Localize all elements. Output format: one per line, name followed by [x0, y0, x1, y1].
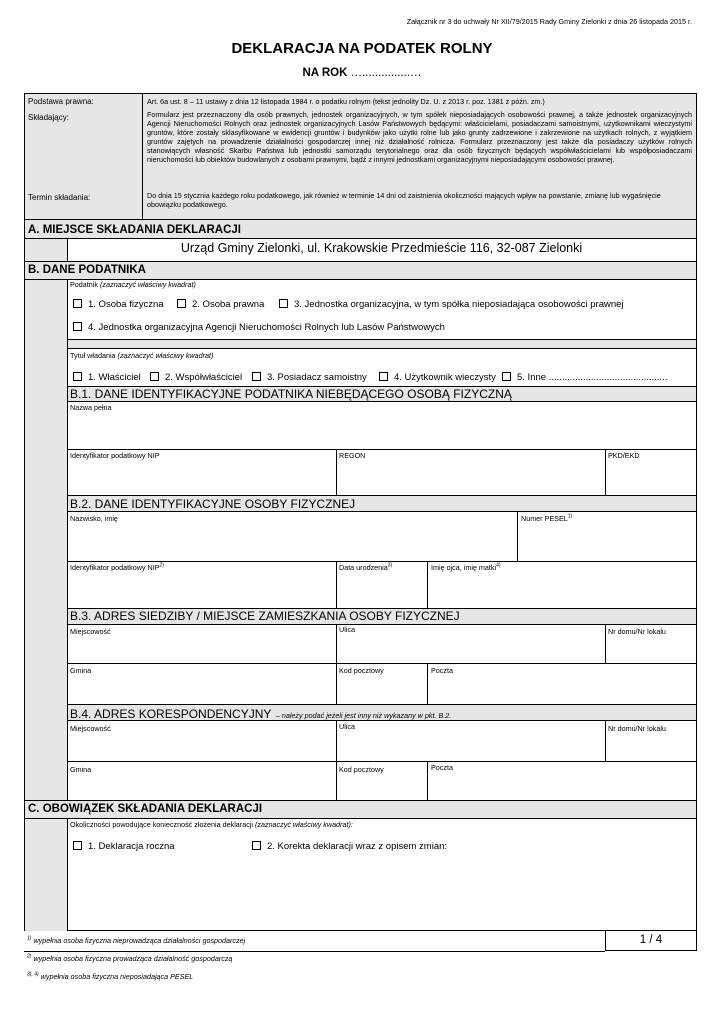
b4-row2-line — [68, 761, 696, 762]
option-label: 5. Inne ............................................. — [517, 372, 668, 383]
pesel-label-line — [521, 514, 572, 523]
checkbox[interactable] — [73, 322, 82, 331]
taxpayer-label: Podatnik — [70, 280, 98, 289]
footnote-text: wypełnia osoba fizyczna prowadząca działalność gospodarczą — [33, 954, 233, 963]
b4-postcode-label: Kod pocztowy — [339, 765, 384, 774]
b4-heading-note: – należy podać jeżeli jest inny niż wykazany w pkt. B.2. — [275, 711, 452, 720]
b3-postcode-field[interactable] — [337, 676, 426, 703]
year-line — [0, 67, 724, 79]
pesel-note: 1) — [567, 513, 573, 520]
page-number: 1 / 4 — [605, 931, 697, 951]
option-label: 2. Korekta deklaracji wraz z opisem zmian: — [267, 841, 448, 852]
b3-commune-label: Gmina — [70, 666, 92, 675]
taxpayer-option-3[interactable] — [279, 299, 624, 310]
pkd-field[interactable] — [606, 460, 696, 494]
pesel-label: Numer PESEL — [521, 514, 568, 523]
option-label: 3. Jednostka organizacyjna, w tym spółka nieposiadająca osobowości prawnej — [294, 299, 624, 310]
ownership-option-1[interactable] — [73, 372, 141, 383]
b3-town-field[interactable] — [68, 636, 335, 662]
circumstances-label-line — [70, 820, 353, 829]
taxpayer-option-4[interactable] — [73, 322, 445, 333]
section-c-line — [25, 818, 696, 819]
b3-heading: B.3. ADRES SIEDZIBY / MIEJSCE ZAMIESZKANIA OSOBY FIZYCZNEJ — [70, 609, 460, 623]
checkbox[interactable] — [73, 841, 82, 850]
b4-post-label: Poczta — [431, 763, 453, 772]
full-name-label: Nazwa pełna — [70, 403, 112, 412]
checkbox[interactable] — [502, 372, 511, 381]
checkbox[interactable] — [379, 372, 388, 381]
b3-post-label: Poczta — [431, 666, 453, 675]
b3-row2-line — [68, 663, 696, 664]
pesel-field[interactable] — [518, 524, 696, 560]
year-label: NA ROK — [302, 67, 348, 79]
b3-street-field[interactable] — [337, 636, 604, 662]
b1-nip-label: Identyfikator podatkowy NIP — [70, 451, 160, 460]
b4-heading: B.4. ADRES KORESPONDENCYJNY — [70, 707, 272, 721]
full-name-field[interactable] — [68, 412, 696, 449]
deadline-label: Termin składania: — [28, 193, 91, 202]
legal-basis-text: Art. 6a ust. 8 – 11 ustawy z dnia 12 listopada 1984 r. o podatku rolnym (tekst jednolity Dz. U. z 2013 r. poz. 1381 z późn. zm.) — [147, 97, 545, 106]
b2-nip-field[interactable] — [68, 573, 335, 607]
checkbox[interactable] — [252, 372, 261, 381]
footnote-text: wypełnia osoba fizyczna nieposiadająca PESEL — [40, 972, 194, 981]
b2-heading: B.2. DANE IDENTYFIKACYJNE OSOBY FIZYCZNEJ — [70, 497, 356, 511]
circumstances-label: Okoliczności powodujące konieczność złożenia deklaracji — [70, 820, 253, 829]
ownership-label: Tytuł władania — [70, 351, 116, 360]
ownership-line — [68, 348, 696, 349]
b3-line — [68, 624, 696, 625]
footnote-text: wypełnia osoba fizyczna nieprowadząca działalności gospodarczej — [33, 936, 246, 945]
b4-house-field[interactable] — [606, 733, 696, 760]
footnote-mark: 2) — [27, 953, 32, 960]
b3-postcode-label: Kod pocztowy — [339, 666, 384, 675]
attachment-note: Załącznik nr 3 do uchwały Nr XII/79/2015 Rady Gminy Zielonki z dnia 26 listopada 2015 r. — [406, 17, 692, 26]
ownership-option-2[interactable] — [150, 372, 242, 383]
option-label: 4. Jednostka organizacyjna Agencji Nieruchomości Rolnych lub Lasów Państwowych — [88, 322, 445, 333]
option-label: 3. Posiadacz samoistny — [267, 372, 367, 383]
b2-nip-note: 2) — [159, 562, 164, 569]
b3-town-label: Miejscowość — [70, 627, 111, 636]
legal-basis-label: Podstawa prawna: — [28, 97, 94, 106]
b1-heading: B.1. DANE IDENTYFIKACYJNE PODATNIKA NIEBĘDĄCEGO OSOBĄ FIZYCZNĄ — [70, 387, 512, 401]
pkd-label: PKD/EKD — [608, 451, 640, 460]
circumstances-hint: (zaznaczyć właściwy kwadrat): — [254, 820, 353, 829]
tax-office-address: Urząd Gminy Zielonki, ul. Krakowskie Przedmieście 116, 32-087 Zielonki — [180, 241, 583, 255]
b4-street-field[interactable] — [337, 733, 604, 760]
footnote-1 — [27, 936, 245, 945]
taxpayer-label-line — [70, 280, 196, 289]
section-c-heading: C. OBOWIĄZEK SKŁADANIA DEKLARACJI — [28, 803, 263, 815]
regon-label: REGON — [339, 451, 366, 460]
section-b-heading: B. DANE PODATNIKA — [28, 264, 146, 276]
ownership-option-4[interactable] — [379, 372, 496, 383]
parents-label: Imię ojca, imię matki — [431, 563, 497, 572]
b4-commune-field[interactable] — [68, 774, 335, 799]
checkbox[interactable] — [73, 372, 82, 381]
option-label: 1. Osoba fizyczna — [88, 299, 164, 310]
b2-nip-label-line — [70, 563, 164, 572]
b4-town-label: Miejscowość — [70, 724, 111, 733]
birth-date-note: 3) — [387, 562, 393, 569]
checkbox[interactable] — [150, 372, 159, 381]
taxpayer-option-1[interactable] — [73, 299, 164, 310]
declaration-correction-option[interactable] — [252, 841, 447, 852]
birth-date-label-line — [339, 563, 392, 572]
left-gray-column — [25, 279, 67, 931]
intro-divider — [142, 94, 143, 219]
ownership-option-5[interactable] — [502, 372, 667, 383]
taxpayer-spacer — [68, 339, 696, 348]
parents-note: 4) — [496, 562, 501, 569]
checkbox[interactable] — [73, 299, 82, 308]
b1-line — [68, 401, 696, 402]
regon-field[interactable] — [337, 460, 604, 494]
taxpayer-hint: (zaznaczyć właściwy kwadrat) — [99, 280, 196, 289]
section-a-heading: A. MIEJSCE SKŁADANIA DEKLARACJI — [28, 224, 241, 236]
year-field[interactable]: …...............… — [350, 67, 422, 79]
b4-commune-label: Gmina — [70, 765, 92, 774]
filers-text: Formularz jest przeznaczony dla osób prawnych, jednostek organizacyjnych, w tym spółek nieposiadających osobowości prawnej, a także jednostek organizacyjnych Agencji Nieruchomości Rolnych oraz jednostek organizacyjnych Lasów Państwowych będącymi: właścicielami, posiadaczami samoistnymi, użytkownikami wieczystymi gruntów, które zostały sklasyfikowane w ewidencji gruntów i budynków jako użytki rolne lub jako grunty zadrzewione i zakrzewione na użytkach rolnych, z wyjątkiem gruntów zajętych na prowadzenie działalności gospodarczej innej niż działalność rolnicza. Formularz przeznaczony jest także dla posiadaczy użytków rolnych stanowiących własność Skarbu Państwa lub jednostki samorządu terytorialnego oraz dla osób fizycznych będących współwłaścicielami lub współposiadaczami nieruchomości lub obiektów budowlanych z osobami prawnymi, bądź z innymi jednostkami organizacyjnymi nieposiadającymi osobowości prawnej. — [147, 110, 692, 164]
footnote-mark: 3), 4) — [27, 971, 39, 978]
b3-post-field[interactable] — [428, 676, 696, 703]
b1-row2-line — [68, 449, 696, 450]
checkbox[interactable] — [252, 841, 261, 850]
ownership-label-line — [70, 351, 213, 360]
b2-nip-label: Identyfikator podatkowy NIP — [70, 563, 160, 572]
b4-postcode-field[interactable] — [337, 774, 426, 799]
filers-label: Składający: — [28, 113, 69, 122]
b3-house-field[interactable] — [606, 636, 696, 662]
taxpayer-option-2[interactable] — [177, 299, 264, 310]
option-label: 2. Współwłaściciel — [165, 372, 243, 383]
b2-name-label: Nazwisko, imię — [70, 514, 118, 523]
checkbox[interactable] — [177, 299, 186, 308]
option-label: 1. Deklaracja roczna — [88, 841, 175, 852]
b2-line — [68, 511, 696, 512]
correction-description-field[interactable] — [68, 858, 696, 930]
option-label: 1. Właściciel — [88, 372, 141, 383]
b3-house-label: Nr domu/Nr lokalu — [608, 627, 666, 636]
b4-street-label: Ulica — [339, 722, 355, 731]
declaration-annual-option[interactable] — [73, 841, 175, 852]
parents-label-line — [431, 563, 501, 572]
b3-street-label: Ulica — [339, 625, 355, 634]
taxpayer-line — [68, 339, 696, 340]
b4-house-label: Nr domu/Nr lokalu — [608, 724, 666, 733]
b4-line — [68, 720, 696, 721]
option-label: 2. Osoba prawna — [192, 299, 265, 310]
checkbox[interactable] — [279, 299, 288, 308]
option-label: 4. Użytkownik wieczysty — [394, 372, 496, 383]
footnote-mark: 1) — [27, 935, 32, 942]
b2-name-field[interactable] — [68, 524, 516, 560]
footnote-3 — [27, 972, 193, 981]
b4-post-field[interactable] — [428, 774, 696, 799]
birth-date-field[interactable] — [337, 573, 426, 607]
b3-commune-field[interactable] — [68, 676, 335, 703]
b4-town-field[interactable] — [68, 733, 335, 760]
deadline-text: Do dnia 15 stycznia każdego roku podatkowego, jak również w terminie 14 dni od zaistnienia okoliczności mających wpływ na powstanie, zmianę lub wygaśnięcie obowiązku podatkowego. — [147, 191, 661, 209]
ownership-option-3[interactable] — [252, 372, 367, 383]
birth-date-label: Data urodzenia — [339, 563, 388, 572]
b1-nip-field[interactable] — [68, 460, 335, 494]
footer-separator — [24, 951, 605, 952]
ownership-hint: (zaznaczyć właściwy kwadrat) — [117, 351, 214, 360]
page-title: DEKLARACJA NA PODATEK ROLNY — [231, 40, 493, 57]
parents-field[interactable] — [428, 573, 696, 607]
footnote-2 — [27, 954, 232, 963]
